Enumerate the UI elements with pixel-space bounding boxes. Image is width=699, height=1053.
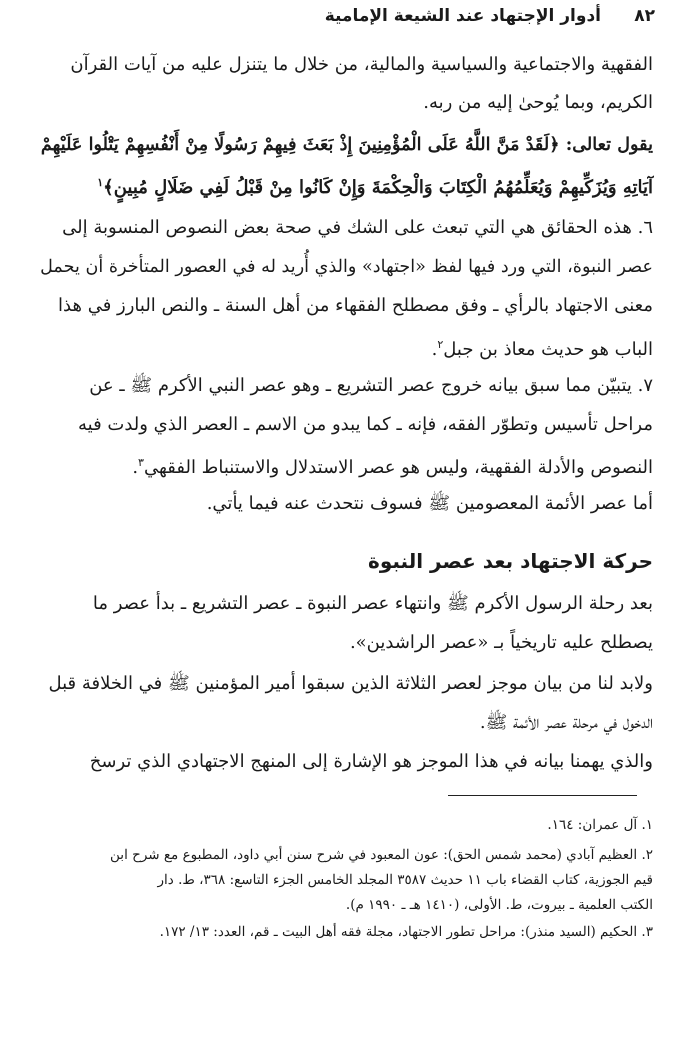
footnote: ٢. العظيم آبادي (محمد شمس الحق): عون المعبود في شرح سنن أبي داود، المطبوع مع شرح ابن [110, 847, 653, 863]
body-line: ٧. يتبيّن مما سبق بيانه خروج عصر التشريع ـ وهو عصر النبي الأكرم ﷺ ـ عن [89, 375, 653, 396]
body-line-text: النصوص والأدلة الفقهية، وليس هو عصر الاستدلال والاستنباط الفقهي [143, 457, 653, 478]
body-line: أما عصر الأئمة المعصومين ﷺ فسوف نتحدث عنه فيما يأتي. [206, 493, 653, 514]
body-line: يصطلح عليه تاريخياً بـ «عصر الراشدين». [349, 632, 653, 653]
body-line: والذي يهمنا بيانه في هذا الموجز هو الإشارة إلى المنهج الاجتهادي الذي ترسخ [89, 751, 653, 772]
body-line: عصر النبوة، التي ورد فيها لفظ «اجتهاد» والذي أُريد له في العصور المتأخرة أن يحمل [40, 257, 653, 277]
quran-verse-line: يقول تعالى: ﴿لَقَدْ مَنَّ اللَّهُ عَلَى الْمُؤْمِنِينَ إِذْ بَعَثَ فِيهِمْ رَسُولًا مِنْ أَنْفُسِهِمْ يَتْلُوا عَلَيْهِمْ [40, 134, 653, 155]
body-line: الدخول في مرحلة عصر الأئمة ﷺ. [479, 712, 653, 733]
footnote: قيم الجوزية، كتاب القضاء باب ١١ حديث ٣٥٨٧ المجلد الخامس الجزء التاسع: ٣٦٨، ط. دار [157, 872, 653, 888]
body-line: مراحل تأسيس وتطوّر الفقه، فإنه ـ كما يبدو من الاسم ـ العصر الذي ولدت فيه [77, 414, 653, 435]
footnote-divider [448, 795, 637, 796]
section-heading: حركة الاجتهاد بعد عصر النبوة [368, 549, 653, 573]
footnote-marker: ١ [97, 176, 104, 189]
page-number: ٨٢ [634, 6, 655, 26]
body-line: الباب هو حديث معاذ بن جبل$^٢$. [431, 338, 653, 360]
footnote-marker: ٣ [138, 456, 144, 469]
quran-verse-line [97, 171, 653, 200]
quran-verse-text: آيَاتِهِ وَيُزَكِّيهِمْ وَيُعَلِّمُهُمُ الْكِتَابَ وَالْحِكْمَةَ وَإِنْ كَانُوا مِنْ قَبْلُ لَفِي ضَلَالٍ مُبِينٍ﴾ [103, 177, 653, 198]
body-line: الفقهية والاجتماعية والسياسية والمالية، من خلال ما يتنزل عليه من آيات القرآن [70, 54, 653, 75]
footnote: ٣. الحكيم (السيد منذر): مراحل تطور الاجتهاد، مجلة فقه أهل البيت ـ قم، العدد: ١٣/ ١٧٢. [159, 924, 653, 940]
body-line: ٦. هذه الحقائق هي التي تبعث على الشك في صحة بعض النصوص المنسوبة إلى [62, 217, 653, 238]
body-line: بعد رحلة الرسول الأكرم ﷺ وانتهاء عصر النبوة ـ عصر التشريع ـ بدأ عصر ما [92, 593, 653, 614]
body-line: ولابد لنا من بيان موجز لعصر الثلاثة الذين سبقوا أمير المؤمنين ﷺ في الخلافة قبل [48, 673, 653, 694]
footnote: الكتب العلمية ـ بيروت، ط. الأولى، (١٤١٠ هـ ـ ١٩٩٠ م). [345, 897, 653, 913]
footnote: ١. آل عمران: ١٦٤. [547, 817, 653, 833]
running-title: أدوار الإجتهاد عند الشيعة الإمامية [324, 6, 601, 26]
body-line-text: الباب هو حديث معاذ بن جبل [443, 339, 653, 360]
body-line: النصوص والأدلة الفقهية، وليس هو عصر الاستدلال والاستنباط الفقهي$^٣$. [132, 456, 653, 478]
page-header [42, 6, 655, 32]
footnote-marker: ٢ [437, 338, 444, 351]
body-line: الكريم، وبما يُوحىٰ إليه من ربه. [423, 92, 653, 113]
body-line: معنى الاجتهاد بالرأي ـ وفق مصطلح الفقهاء من أهل السنة ـ والنص البارز في هذا [58, 295, 653, 316]
